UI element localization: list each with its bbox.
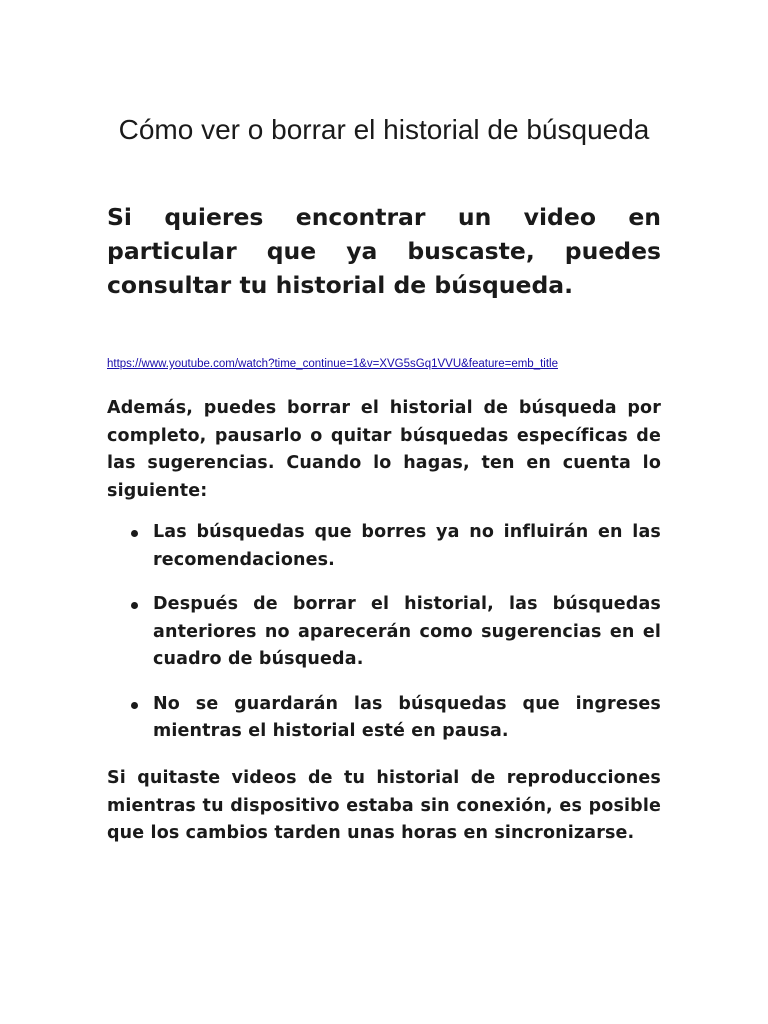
bullet-dot-icon [131, 530, 138, 537]
bullet-text: Las búsquedas que borres ya no influirán en las recomendaciones. [153, 522, 661, 570]
document-title: Cómo ver o borrar el historial de búsqueda [118, 114, 650, 145]
bullet-item [107, 691, 661, 746]
bullet-text: Después de borrar el historial, las búsquedas anteriores no aparecerán como sugerencias en el cuadro de búsqueda. [153, 594, 661, 669]
sync-paragraph: Si quitaste videos de tu historial de reproducciones mientras tu dispositivo estaba sin conexión, es posible que los cambios tarden unas horas en sincronizarse. [107, 768, 661, 843]
notes-bullet-list [107, 519, 661, 763]
bullet-item [107, 591, 661, 674]
bullet-item [107, 519, 661, 574]
bullet-text: No se guardarán las búsquedas que ingreses mientras el historial esté en pausa. [153, 693, 661, 741]
bullet-dot-icon [131, 602, 138, 609]
intro-paragraph: Además, puedes borrar el historial de búsqueda por completo, pausarlo o quitar búsquedas específicas de las sugerencias. Cuando lo hagas, ten en cuenta lo siguiente: [107, 398, 661, 501]
youtube-video-link[interactable]: https://www.youtube.com/watch?time_continue=1&v=XVG5sGq1VVU&feature=emb_title [107, 358, 558, 370]
lead-heading: Si quieres encontrar un video en particular que ya buscaste, puedes consultar tu historial de búsqueda. [107, 203, 661, 299]
bullet-dot-icon [131, 702, 138, 709]
